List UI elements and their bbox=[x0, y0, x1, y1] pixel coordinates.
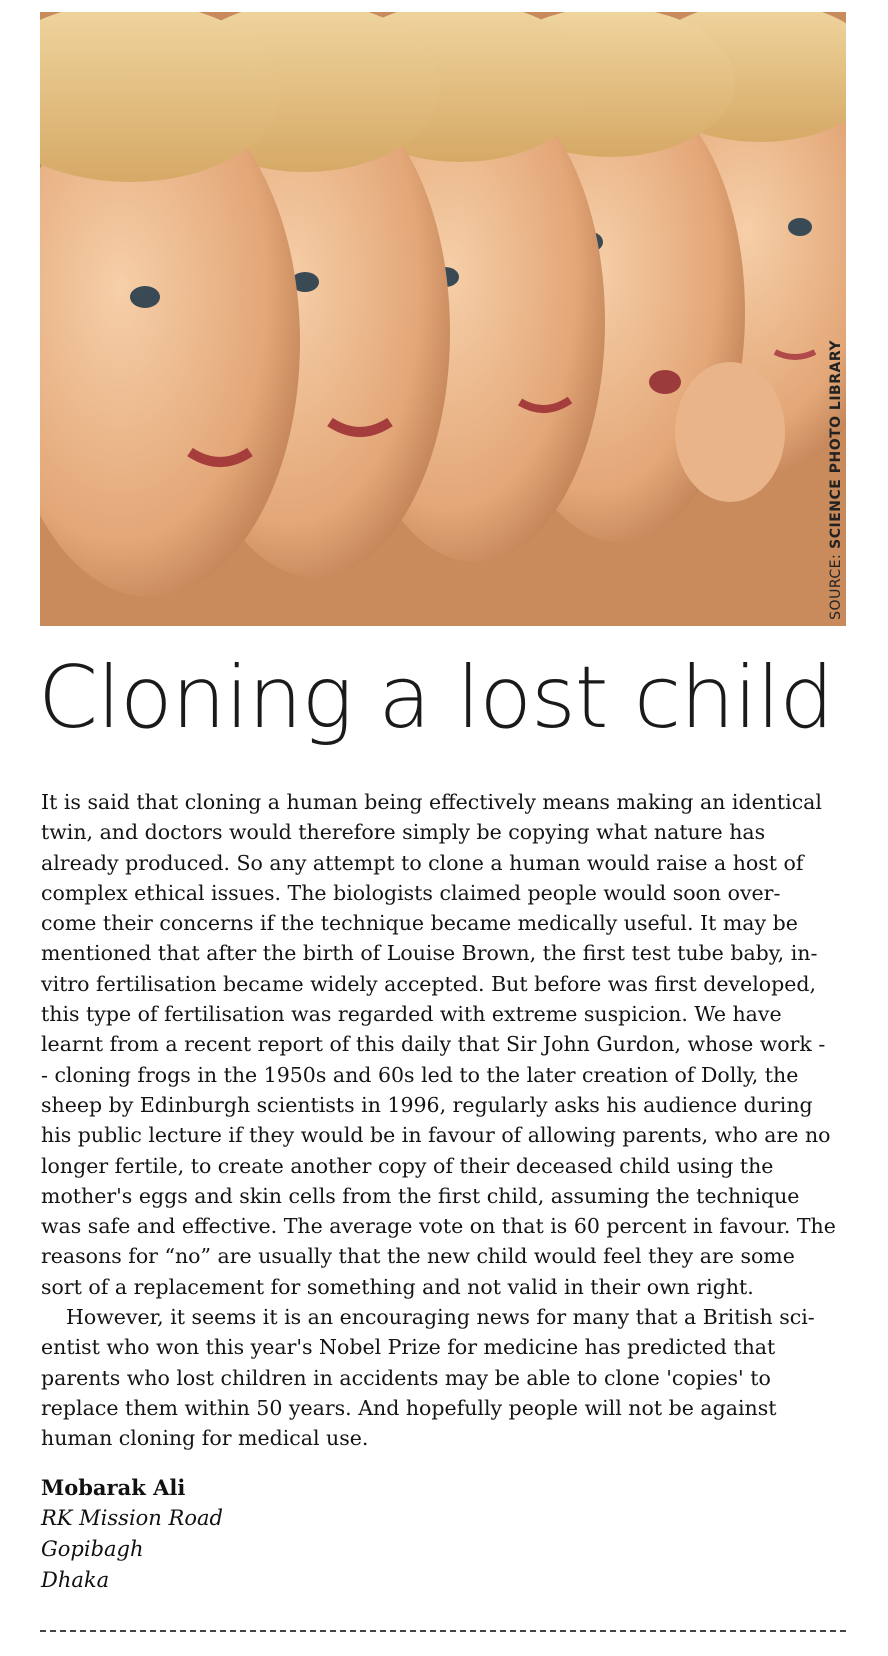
body-line: human cloning for medical use. bbox=[41, 1426, 369, 1451]
body-line: complex ethical issues. The biologists claimed people would soon over- bbox=[41, 880, 781, 905]
photo-credit bbox=[828, 340, 844, 620]
body-line: vitro fertilisation became widely accepted. But before was first developed, bbox=[41, 971, 817, 996]
body-line: learnt from a recent report of this daily that Sir John Gurdon, whose work - bbox=[41, 1032, 826, 1057]
body-line: this type of fertilisation was regarded with extreme suspicion. We have bbox=[41, 1002, 782, 1027]
photo-credit-source: SCIENCE PHOTO LIBRARY bbox=[828, 340, 844, 550]
body-line: sheep by Edinburgh scientists in 1996, regularly asks his audience during bbox=[41, 1092, 813, 1117]
author-address-line: Gopibagh bbox=[41, 1537, 144, 1561]
body-line: replace them within 50 years. And hopefully people will not be against bbox=[41, 1395, 777, 1420]
body-line: come their concerns if the technique became medically useful. It may be bbox=[41, 911, 798, 936]
body-line: already produced. So any attempt to clone a human would raise a host of bbox=[41, 850, 804, 875]
body-line: mentioned that after the birth of Louise Brown, the first test tube baby, in- bbox=[41, 941, 818, 966]
article-body bbox=[41, 787, 856, 1454]
headline: Cloning a lost child bbox=[38, 648, 833, 748]
photo-credit-prefix: SOURCE: bbox=[828, 549, 844, 620]
body-line: longer fertile, to create another copy of their deceased child using the bbox=[41, 1153, 774, 1178]
signature bbox=[41, 1472, 223, 1596]
body-line: sort of a replacement for something and not valid in their own right. bbox=[41, 1274, 754, 1299]
body-line: twin, and doctors would therefore simply be copying what nature has bbox=[41, 820, 766, 845]
body-line: entist who won this year's Nobel Prize for medicine has predicted that bbox=[41, 1335, 776, 1360]
body-line: parents who lost children in accidents may be able to clone 'copies' to bbox=[41, 1365, 771, 1390]
body-line: reasons for “no” are usually that the new child would feel they are some bbox=[41, 1244, 795, 1269]
author-name: Mobarak Ali bbox=[41, 1475, 186, 1500]
body-line: his public lecture if they would be in favour of allowing parents, who are no bbox=[41, 1123, 831, 1148]
body-line: - cloning frogs in the 1950s and 60s led to the later creation of Dolly, the bbox=[41, 1062, 799, 1087]
dashed-divider bbox=[40, 1630, 846, 1632]
body-line: was safe and effective. The average vote on that is 60 percent in favour. The bbox=[41, 1214, 836, 1239]
author-address-line: RK Mission Road bbox=[41, 1506, 223, 1530]
article-photo bbox=[40, 12, 846, 626]
cloned-babies-photo-icon bbox=[40, 12, 846, 626]
body-line: mother's eggs and skin cells from the first child, assuming the technique bbox=[41, 1183, 800, 1208]
body-line: It is said that cloning a human being effectively means making an identical bbox=[41, 790, 822, 814]
body-line: However, it seems it is an encouraging news for many that a British sci- bbox=[66, 1305, 815, 1330]
author-address-line: Dhaka bbox=[41, 1568, 110, 1592]
